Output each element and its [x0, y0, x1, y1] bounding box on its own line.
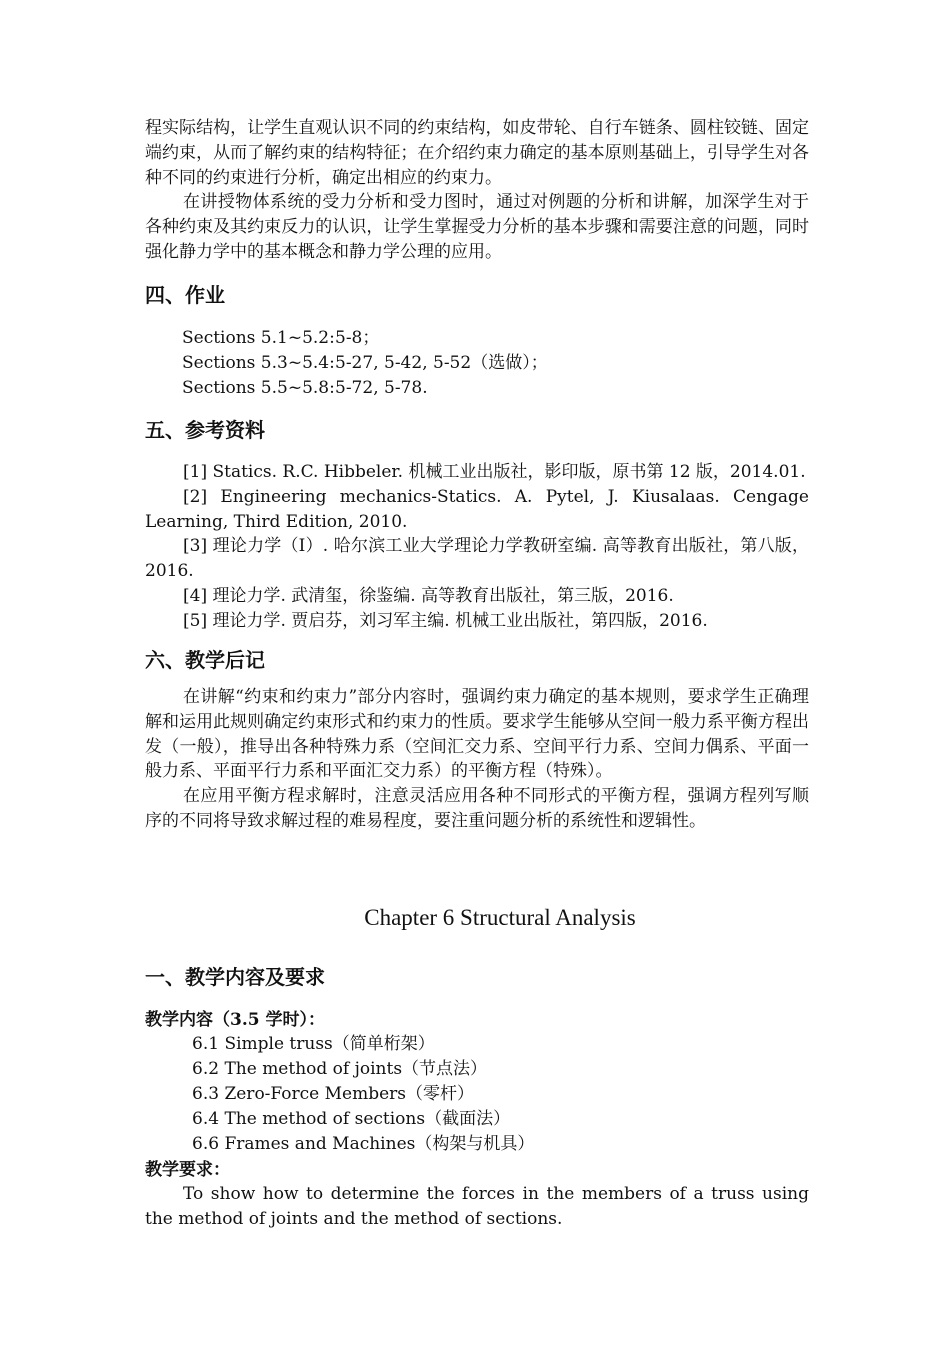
content-items — [192, 1032, 792, 1157]
content-item: 6.3 Zero-Force Members（零杆） — [192, 1084, 475, 1104]
homework-item — [182, 376, 782, 401]
content-item: 6.6 Frames and Machines（构架与机具） — [192, 1134, 535, 1154]
homework-list — [182, 326, 782, 401]
requirements-label: 教学要求： — [145, 1160, 230, 1180]
reference-item: [1] Statics. R.C. Hibbeler. 机械工业出版社，影印版，原书第 12 版，2014.01. — [183, 462, 806, 482]
reference-item: [5] 理论力学. 贾启芬，刘习军主编. 机械工业出版社，第四版，2016. — [183, 610, 708, 631]
postscript-paragraph: 在应用平衡方程求解时，注意灵活应用各种不同形式的平衡方程，强调方程列写顺序的不同将导致求解过程的难易程度，要注重问题分析的系统性和逻辑性。 — [145, 786, 809, 831]
teaching-heading-wrap — [145, 963, 809, 991]
homework-problems: 5-27, 5-42, 5-52（选做）； — [335, 353, 548, 373]
intro-section — [145, 116, 809, 265]
postscript-body — [145, 685, 809, 834]
homework-sections: Sections 5.1~5.2: — [182, 328, 335, 348]
postscript-heading: 六、教学后记 — [145, 648, 265, 672]
homework-problems: 5-72, 5-78. — [335, 378, 428, 398]
postscript-heading-wrap — [145, 646, 809, 674]
references-list — [145, 460, 809, 634]
homework-item — [182, 326, 782, 351]
requirements-text: To show how to determine the forces in the members of a truss using the method of joints and the method of sections. — [145, 1184, 809, 1229]
homework-heading: 四、作业 — [145, 283, 225, 307]
content-label-wrap — [145, 1008, 809, 1032]
content-label: 教学内容（3.5 学时）： — [145, 1010, 325, 1030]
homework-item — [182, 351, 782, 376]
homework-sections: Sections 5.5~5.8: — [182, 378, 335, 398]
reference-item: [4] 理论力学. 武清玺，徐鉴编. 高等教育出版社，第三版，2016. — [183, 585, 674, 606]
homework-sections: Sections 5.3~5.4: — [182, 353, 335, 373]
chapter-title: Chapter 6 Structural Analysis — [364, 905, 636, 930]
teaching-heading: 一、教学内容及要求 — [145, 965, 325, 989]
homework-heading-wrap — [145, 281, 809, 309]
homework-problems: 5-8； — [335, 328, 380, 348]
content-item: 6.2 The method of joints（节点法） — [192, 1059, 488, 1079]
content-item: 6.1 Simple truss（简单桁架） — [192, 1034, 435, 1054]
intro-paragraph: 在讲授物体系统的受力分析和受力图时，通过对例题的分析和讲解，加深学生对于各种约束及其约束反力的认识，让学生掌握受力分析的基本步骤和需要注意的问题，同时强化静力学中的基本概念和静力学公理的应用。 — [145, 192, 809, 262]
intro-paragraph: 程实际结构，让学生直观认识不同的约束结构，如皮带轮、自行车链条、圆柱铰链、固定端约束，从而了解约束的结构特征；在介绍约束力确定的基本原则基础上，引导学生对各种不同的约束进行分析，确定出相应的约束力。 — [145, 118, 809, 188]
references-heading-wrap — [145, 416, 809, 444]
reference-item: [3] 理论力学（I）. 哈尔滨工业大学理论力学教研室编. 高等教育出版社，第八版，2016. — [145, 536, 809, 582]
references-heading: 五、参考资料 — [145, 418, 265, 442]
requirements-section — [145, 1158, 809, 1232]
content-item: 6.4 The method of sections（截面法） — [192, 1109, 511, 1129]
postscript-paragraph: 在讲解“约束和约束力”部分内容时，强调约束力确定的基本规则，要求学生正确理解和运用此规则确定约束形式和约束力的性质。要求学生能够从空间一般力系平衡方程出发（一般），推导出各种特殊力系（空间汇交力系、空间平行力系、空间力偶系、平面一般力系、平面平行力系和平面汇交力系）的平衡方程（特殊）。 — [145, 687, 809, 782]
reference-item: [2] Engineering mechanics-Statics. A. Pytel, J. Kiusalaas. Cengage Learning, Third Edition, 2010. — [145, 486, 809, 532]
